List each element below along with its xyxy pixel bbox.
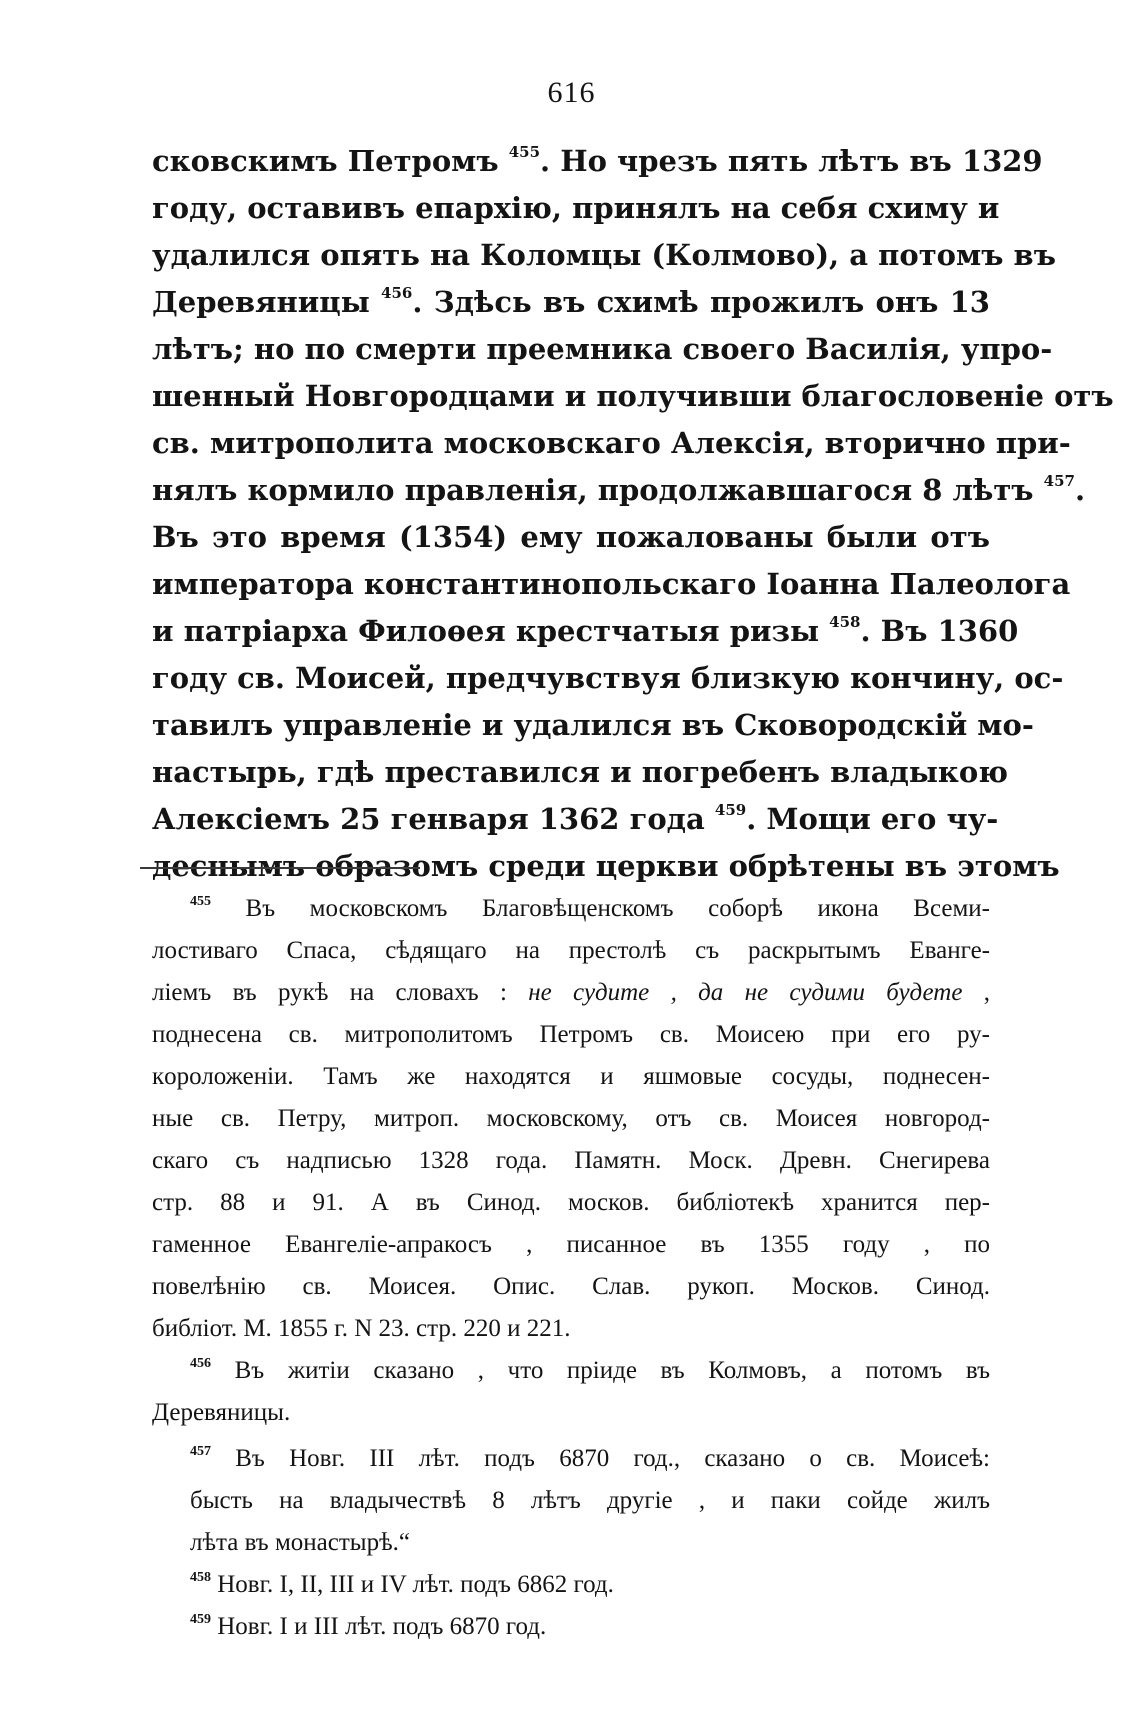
text-run: деснымъ образомъ среди церкви обрѣтены въ этомъ (152, 849, 1060, 883)
footnote-457-line (152, 1438, 990, 1480)
main-line (152, 702, 1034, 749)
text-run: году св. Моисей, предчувствуя близкую кончину, ос- (152, 661, 1064, 695)
text-run: Въ Новг. III лѣт. подъ 6870 год., сказано о св. Моисеѣ: (235, 1445, 991, 1472)
footnote-457-line (152, 1522, 990, 1564)
footnote-divider (140, 867, 420, 869)
text-run: тавилъ управленіе и удалился въ Сковородскій мо- (152, 708, 1034, 742)
main-line (152, 326, 1053, 373)
main-line (152, 185, 1000, 232)
text-run: гаменное Евангеліе-апракосъ , писанное въ 1355 году , по (152, 1231, 990, 1258)
text-run: . Здѣсь въ схимѣ прожилъ онъ 13 (412, 285, 990, 319)
footnote-455-line (152, 1056, 990, 1098)
footnote-455-line (152, 1224, 990, 1266)
main-line (152, 279, 990, 326)
main-line (152, 467, 1086, 514)
footnote-mark: 456 (190, 1356, 211, 1371)
text-run: , (962, 979, 991, 1006)
text-run: сковскимъ Петромъ (152, 144, 509, 178)
text-run: стр. 88 и 91. А въ Синод. москов. библіотекѣ хранится пер- (152, 1189, 990, 1216)
text-run: лѣта въ монастырѣ.“ (190, 1529, 411, 1556)
main-line (152, 561, 1071, 608)
main-line (152, 420, 1071, 467)
text-run: Въ это время (1354) ему пожалованы были отъ (152, 520, 990, 554)
main-text (152, 138, 1114, 890)
footnote-455-line (152, 1098, 990, 1140)
footnote-mark: 455 (190, 894, 211, 909)
text-run: Деревяницы. (152, 1399, 291, 1426)
text-run: лостиваго Спаса, сѣдящаго на престолѣ съ раскрытымъ Еванге- (152, 937, 990, 964)
text-run: Деревяницы (152, 285, 382, 319)
text-run: св. митрополита московскаго Алексія, вторично при- (152, 426, 1071, 460)
text-run: бысть на владычествѣ 8 лѣтъ другіе , и паки сойде жилъ (190, 1487, 990, 1514)
text-run: шенный Новгородцами и получивши благословеніе отъ (152, 379, 1114, 413)
footnotes (152, 888, 990, 1648)
page-number: 616 (547, 76, 596, 109)
text-run: году, оставивъ епархію, принялъ на себя схиму и (152, 191, 1000, 225)
footnote-mark: 459 (190, 1612, 211, 1627)
main-line (152, 514, 990, 561)
text-run: настырь, гдѣ преставился и погребенъ владыкою (152, 755, 1008, 789)
text-run: Новг. I, II, III и IV лѣт. подъ 6862 год. (217, 1571, 614, 1598)
text-run: кopоложеніи. Тамъ же находятся и яшмовые сосуды, поднесен- (152, 1063, 990, 1090)
text-run: . Въ 1360 (860, 614, 1019, 648)
footnote-ref: 457 (1043, 472, 1075, 490)
text-run: ліемъ въ рукѣ на словахъ : (152, 979, 529, 1006)
text-run: нялъ кормило правленія, продолжавшагося 8 лѣтъ (152, 473, 1044, 507)
footnote-455-line (152, 1140, 990, 1182)
text-run: поднесена св. митрополитомъ Петромъ св. Моисею при его ру- (152, 1021, 990, 1048)
text-run: Въ житіи сказано , что пріиде въ Колмовъ, а потомъ въ (234, 1357, 990, 1384)
footnote-ref: 455 (508, 143, 541, 161)
footnote-455-line (152, 1266, 990, 1308)
text-run: скаго съ надписью 1328 года. Памятн. Моск. Древн. Снегирева (152, 1147, 990, 1174)
footnote-455-line (152, 888, 990, 930)
text-run: Въ московскомъ Благовѣщенскомъ соборѣ икона Всеми- (245, 895, 990, 922)
text-run: Алексіемъ 25 генваря 1362 года (152, 802, 715, 836)
text-run: удалился опять на Коломцы (Колмово), а потомъ въ (152, 238, 1056, 272)
text-run: . (1074, 473, 1086, 507)
footnote-455-line (152, 1308, 990, 1350)
footnote-459-line (152, 1606, 990, 1648)
quoted-words: не судите , да не судими будете (528, 979, 963, 1006)
footnote-ref: 456 (381, 284, 413, 302)
main-line (152, 138, 1043, 185)
main-line (152, 796, 999, 843)
main-line (152, 749, 1008, 796)
text-run: повелѣнію св. Моисея. Опис. Слав. рукоп. Москов. Синод. (152, 1273, 990, 1300)
main-line (152, 608, 1019, 655)
text-run: библіот. М. 1855 г. N 23. стр. 220 и 221. (152, 1315, 571, 1342)
text-run: . Мощи его чу- (746, 802, 999, 836)
text-run: ные св. Петру, митроп. московскому, отъ св. Моисея новгород- (152, 1105, 990, 1132)
footnote-mark: 458 (190, 1570, 211, 1585)
footnote-456-line (152, 1392, 990, 1434)
footnote-ref: 459 (714, 801, 747, 819)
main-line (152, 655, 1064, 702)
text-run: и патріарха Филоѳея крестчатыя ризы (152, 614, 830, 648)
main-line (152, 373, 1114, 420)
text-run: . Но чрезъ пять лѣтъ въ 1329 (540, 144, 1043, 178)
footnote-ref: 458 (829, 613, 861, 631)
footnote-455-line (152, 972, 990, 1014)
footnote-457-line (152, 1480, 990, 1522)
footnote-455-line (152, 930, 990, 972)
footnote-456-line (152, 1350, 990, 1392)
text-run: лѣтъ; но по смерти преемника своего Василія, упро- (152, 332, 1053, 366)
footnote-458-line (152, 1564, 990, 1606)
footnote-455-line (152, 1014, 990, 1056)
footnote-455-line (152, 1182, 990, 1224)
text-run: Новг. I и III лѣт. подъ 6870 год. (217, 1613, 547, 1640)
main-line (152, 232, 1056, 279)
footnote-mark: 457 (190, 1444, 211, 1459)
text-run: императора константинопольскаго Іоанна Палеолога (152, 567, 1071, 601)
